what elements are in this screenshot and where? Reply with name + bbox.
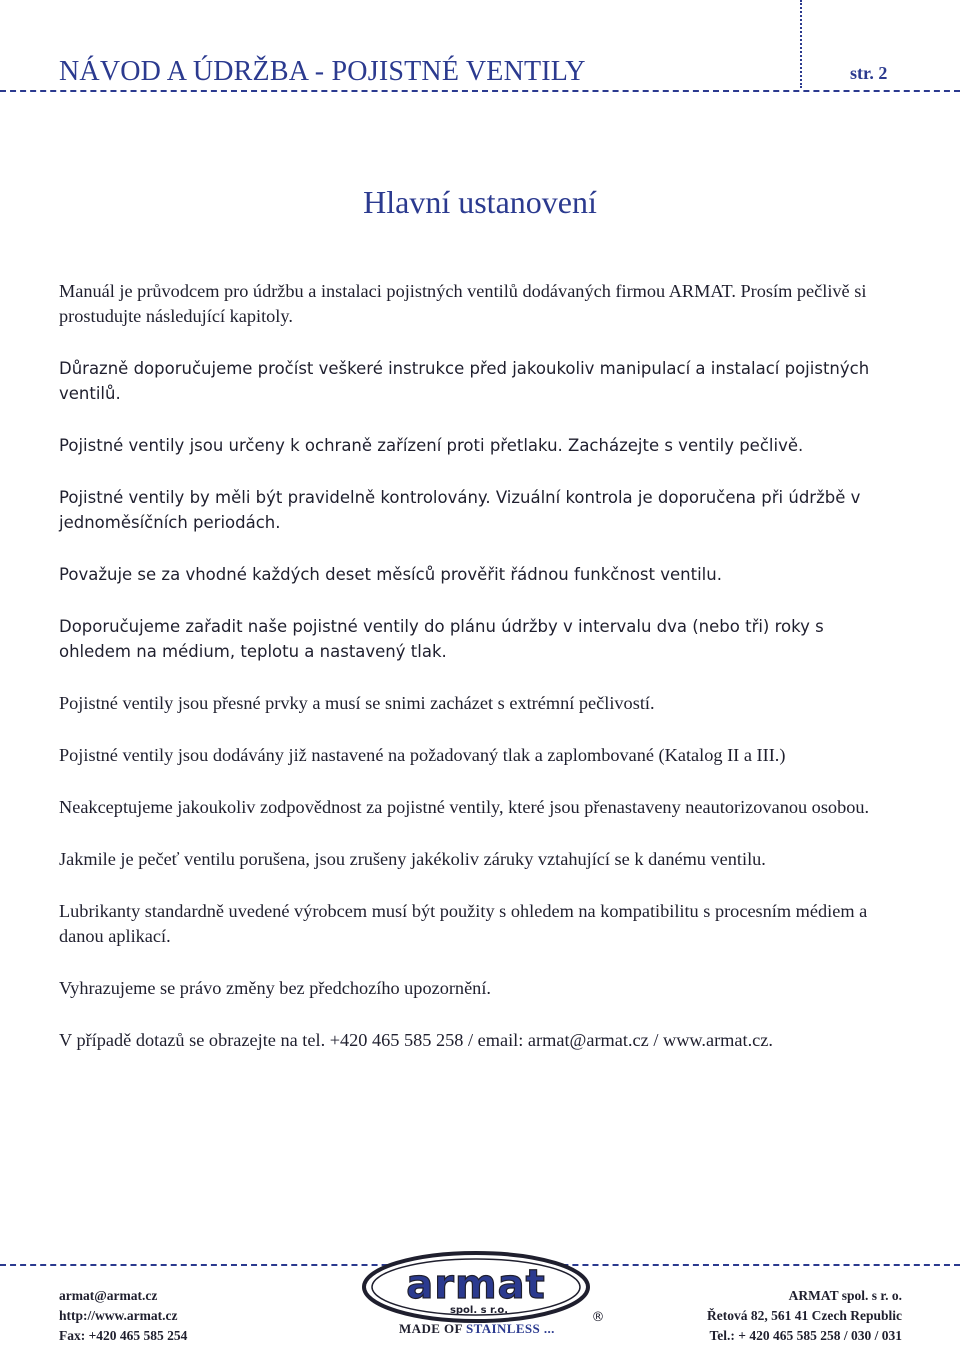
- section-title: Hlavní ustanovení: [363, 184, 597, 220]
- footer-email[interactable]: armat@armat.cz: [59, 1288, 158, 1303]
- header-vertical-divider: [800, 0, 802, 88]
- paragraph-functional-check: Považuje se za vhodné každých deset měsíců prověřit řádnou funkčnost ventilu.: [59, 565, 722, 584]
- paragraph-lubricants: Lubrikanty standardně uvedené výrobcem musí být použity s ohledem na kompatibilitu s procesním médiem a danou aplikací.: [59, 901, 868, 946]
- document-body: [59, 279, 899, 1080]
- paragraph-changes: Vyhrazujeme se právo změny bez předchozího upozornění.: [59, 978, 491, 998]
- logo-tagline-main: MADE OF: [399, 1321, 466, 1336]
- registered-mark-icon: ®: [591, 1310, 605, 1325]
- page-number: str. 2: [850, 63, 888, 83]
- footer-website[interactable]: http://www.armat.cz: [59, 1308, 178, 1323]
- logo-wordmark: armat: [406, 1262, 546, 1308]
- paragraph-liability: Neakceptujeme jakoukoliv zodpovědnost za pojistné ventily, které jsou přenastaveny neautorizovanou osobou.: [59, 797, 870, 817]
- paragraph-instructions: Důrazně doporučujeme pročíst veškeré instrukce před jakoukoliv manipulací a instalací pojistných ventilů.: [59, 359, 870, 403]
- paragraph-seal-warranty: Jakmile je pečeť ventilu porušena, jsou zrušeny jakékoliv záruky vztahující se k danému ventilu.: [59, 849, 766, 869]
- logo-tagline-accent: STAINLESS ...: [466, 1321, 555, 1336]
- footer-contact-left: [59, 1286, 187, 1346]
- paragraph-presets: Pojistné ventily jsou dodávány již nastavené na požadovaný tlak a zaplombované (Katalog II a III.): [59, 745, 786, 765]
- logo-subtitle: spol. s r.o.: [449, 1305, 509, 1316]
- footer-company: ARMAT spol. s r. o.: [788, 1288, 902, 1303]
- paragraph-purpose: Pojistné ventily jsou určeny k ochraně zařízení proti přetlaku. Zacházejte s ventily pečlivě.: [59, 436, 804, 455]
- logo-tagline: [399, 1321, 555, 1337]
- paragraph-inspection: Pojistné ventily by měli být pravidelně kontrolovány. Vizuální kontrola je doporučena při údržbě v jednoměsíčních periodách.: [59, 488, 861, 532]
- header-divider: [0, 90, 960, 92]
- footer-address: Řetová 82, 561 41 Czech Republic: [707, 1308, 902, 1323]
- paragraph-contact: V případě dotazů se obrazejte na tel. +420 465 585 258 / email: armat@armat.cz / www.armat.cz.: [59, 1030, 773, 1050]
- paragraph-maintenance-plan: Doporučujeme zařadit naše pojistné ventily do plánu údržby v intervalu dva (nebo tři) roky s ohledem na médium, teplotu a nastavený tlak.: [59, 617, 824, 661]
- footer-phone: Tel.: + 420 465 585 258 / 030 / 031: [709, 1328, 902, 1343]
- paragraph-intro: Manuál je průvodcem pro údržbu a instalaci pojistných ventilů dodávaných firmou ARMAT. Prosím pečlivě si prostudujte následující kapitoly.: [59, 281, 867, 326]
- footer-fax: Fax: +420 465 585 254: [59, 1328, 188, 1343]
- footer-contact-right: [707, 1286, 902, 1346]
- paragraph-precision: Pojistné ventily jsou přesné prvky a musí se snimi zacházet s extrémní pečlivostí.: [59, 693, 655, 713]
- document-title: NÁVOD A ÚDRŽBA - POJISTNÉ VENTILY: [59, 56, 586, 87]
